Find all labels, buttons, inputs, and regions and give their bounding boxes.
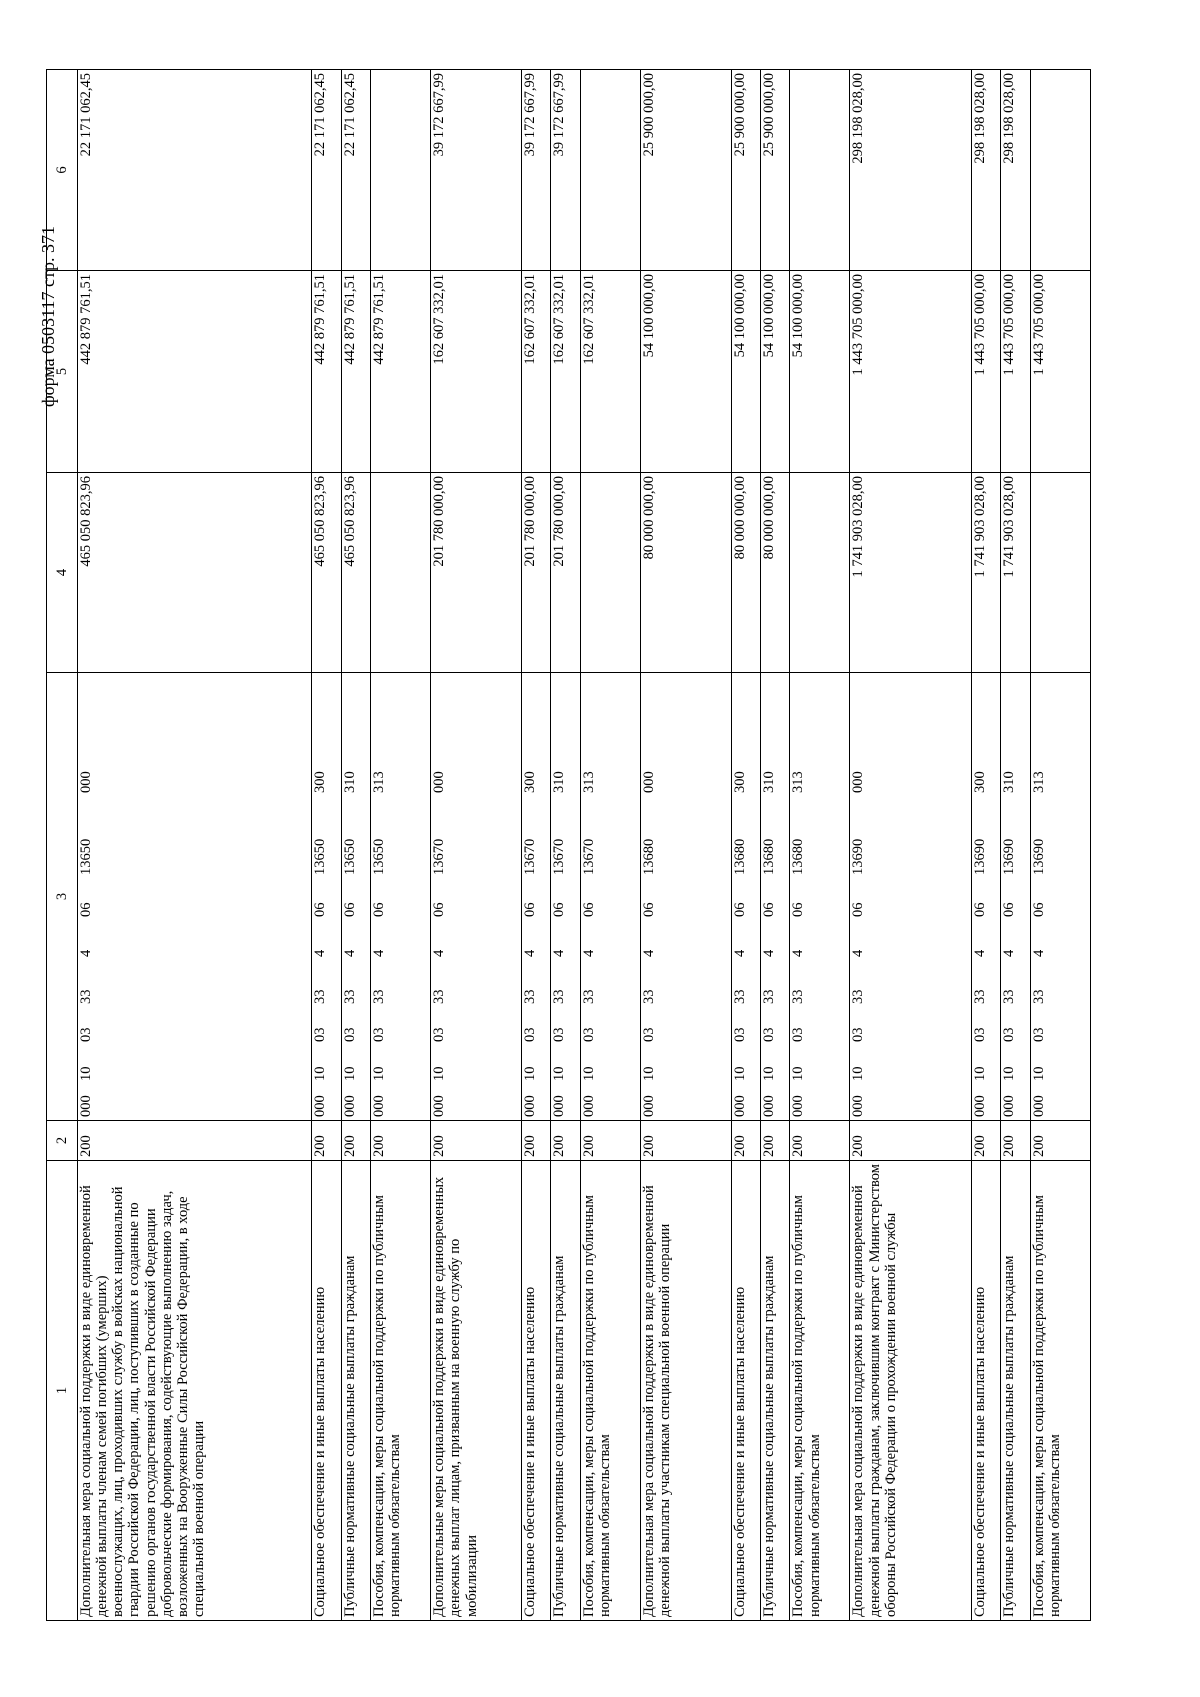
code-segment: 06 xyxy=(77,902,94,917)
line-code: 200 xyxy=(522,1121,551,1161)
code-segment: 13650 xyxy=(341,838,358,875)
code-segment: 06 xyxy=(1030,902,1047,917)
code-segments xyxy=(371,676,387,1117)
code-segment: 06 xyxy=(640,902,657,917)
executed-amount: 442 879 761,51 xyxy=(77,271,312,473)
code-segment: 06 xyxy=(850,902,867,917)
code-segment: 33 xyxy=(312,989,329,1004)
code-segment: 03 xyxy=(522,1027,539,1042)
code-segments xyxy=(972,676,988,1117)
code-segments xyxy=(1031,676,1047,1117)
budget-classification-code xyxy=(522,673,551,1121)
budget-classification-code xyxy=(312,673,341,1121)
row-name: Дополнительная мера социальной поддержки в виде единовременной денежной выплаты участникам специальной военной операции xyxy=(640,1161,731,1621)
code-segment: 000 xyxy=(731,1095,748,1117)
budget-classification-code xyxy=(371,673,431,1121)
code-segment: 310 xyxy=(341,771,358,793)
executed-amount: 54 100 000,00 xyxy=(731,271,760,473)
line-code: 200 xyxy=(580,1121,640,1161)
code-segment: 03 xyxy=(551,1027,568,1042)
executed-amount: 162 607 332,01 xyxy=(522,271,551,473)
budget-classification-code xyxy=(760,673,789,1121)
table-row xyxy=(341,70,370,1621)
code-segment: 300 xyxy=(522,771,539,793)
code-segment: 06 xyxy=(731,902,748,917)
table-row xyxy=(850,70,972,1621)
not-executed-amount: 298 198 028,00 xyxy=(850,70,972,271)
table-row xyxy=(1001,70,1030,1621)
code-segment: 000 xyxy=(77,1095,94,1117)
code-segment: 13670 xyxy=(522,838,539,875)
code-segment: 310 xyxy=(760,771,777,793)
code-segment: 13680 xyxy=(640,838,657,875)
table-row xyxy=(580,70,640,1621)
line-code: 200 xyxy=(731,1121,760,1161)
code-segment: 300 xyxy=(972,771,989,793)
row-name: Социальное обеспечение и иные выплаты населению xyxy=(312,1161,341,1621)
code-segment: 10 xyxy=(850,1066,867,1081)
code-segment: 06 xyxy=(371,902,387,917)
approved-amount xyxy=(790,473,850,673)
executed-amount: 162 607 332,01 xyxy=(580,271,640,473)
code-segment: 10 xyxy=(522,1066,539,1081)
not-executed-amount xyxy=(1030,70,1090,271)
column-header: 2 xyxy=(47,1121,78,1161)
code-segment: 03 xyxy=(371,1027,387,1042)
line-code: 200 xyxy=(790,1121,850,1161)
code-segment: 000 xyxy=(522,1095,539,1117)
budget-classification-code xyxy=(790,673,850,1121)
code-segment: 13650 xyxy=(77,838,94,875)
code-segment: 13680 xyxy=(760,838,777,875)
code-segments xyxy=(732,676,748,1117)
budget-classification-code xyxy=(1030,673,1090,1121)
code-segment: 06 xyxy=(312,902,329,917)
budget-table xyxy=(46,69,1091,1621)
budget-classification-code xyxy=(77,673,312,1121)
code-segment: 33 xyxy=(760,989,777,1004)
code-segments xyxy=(850,676,866,1117)
code-segment: 10 xyxy=(580,1066,597,1081)
code-segment: 03 xyxy=(341,1027,358,1042)
approved-amount: 201 780 000,00 xyxy=(522,473,551,673)
budget-classification-code xyxy=(731,673,760,1121)
approved-amount xyxy=(580,473,640,673)
approved-amount: 465 050 823,96 xyxy=(77,473,312,673)
row-name: Дополнительные меры социальной поддержки в виде единовременных денежных выплат лицам, призванным на военную службу по мобилизации xyxy=(431,1161,522,1621)
table-row xyxy=(371,70,431,1621)
row-name: Публичные нормативные социальные выплаты гражданам xyxy=(341,1161,370,1621)
column-number-row xyxy=(47,70,78,1621)
budget-classification-code xyxy=(850,673,972,1121)
code-segment: 33 xyxy=(551,989,568,1004)
approved-amount: 465 050 823,96 xyxy=(312,473,341,673)
code-segment: 03 xyxy=(77,1027,94,1042)
row-name: Пособия, компенсации, меры социальной поддержки по публичным нормативным обязательствам xyxy=(371,1161,431,1621)
table-row xyxy=(972,70,1001,1621)
row-name: Социальное обеспечение и иные выплаты населению xyxy=(731,1161,760,1621)
form-reference: форма 0503117 стр. 371 xyxy=(38,225,58,407)
row-name: Дополнительная мера социальной поддержки в виде единовременной денежной выплаты гражданам, заключившим контракт с Министерством обороны Российской Федерации о прохождении военной службы xyxy=(850,1161,972,1621)
code-segment: 4 xyxy=(850,949,867,957)
budget-classification-code xyxy=(640,673,731,1121)
code-segments xyxy=(790,676,806,1117)
code-segment: 03 xyxy=(972,1027,989,1042)
not-executed-amount: 22 171 062,45 xyxy=(341,70,370,271)
code-segments xyxy=(522,676,538,1117)
column-header: 3 xyxy=(47,673,78,1121)
code-segment: 03 xyxy=(312,1027,329,1042)
line-code: 200 xyxy=(371,1121,431,1161)
approved-amount: 1 741 903 028,00 xyxy=(972,473,1001,673)
row-name: Публичные нормативные социальные выплаты гражданам xyxy=(1001,1161,1030,1621)
code-segment: 03 xyxy=(580,1027,597,1042)
row-name: Пособия, компенсации, меры социальной поддержки по публичным нормативным обязательствам xyxy=(1030,1161,1090,1621)
not-executed-amount xyxy=(371,70,431,271)
not-executed-amount: 25 900 000,00 xyxy=(731,70,760,271)
line-code: 200 xyxy=(431,1121,522,1161)
code-segment: 10 xyxy=(551,1066,568,1081)
line-code: 200 xyxy=(850,1121,972,1161)
code-segment: 4 xyxy=(77,949,94,957)
line-code: 200 xyxy=(1001,1121,1030,1161)
not-executed-amount: 39 172 667,99 xyxy=(431,70,522,271)
code-segments xyxy=(312,676,328,1117)
code-segment: 33 xyxy=(341,989,358,1004)
code-segment: 03 xyxy=(850,1027,867,1042)
code-segment: 13690 xyxy=(850,838,867,875)
code-segments xyxy=(761,676,777,1117)
code-segment: 313 xyxy=(1030,771,1047,793)
table-row xyxy=(522,70,551,1621)
code-segment: 10 xyxy=(731,1066,748,1081)
code-segment: 4 xyxy=(371,949,387,957)
code-segment: 4 xyxy=(1001,949,1018,957)
code-segment: 000 xyxy=(1001,1095,1018,1117)
row-name: Публичные нормативные социальные выплаты гражданам xyxy=(760,1161,789,1621)
code-segment: 10 xyxy=(760,1066,777,1081)
code-segments xyxy=(431,676,447,1117)
approved-amount: 80 000 000,00 xyxy=(731,473,760,673)
code-segment: 06 xyxy=(341,902,358,917)
code-segment: 13650 xyxy=(312,838,329,875)
code-segment: 10 xyxy=(341,1066,358,1081)
executed-amount: 442 879 761,51 xyxy=(312,271,341,473)
code-segment: 313 xyxy=(580,771,597,793)
executed-amount: 1 443 705 000,00 xyxy=(850,271,972,473)
not-executed-amount: 22 171 062,45 xyxy=(77,70,312,271)
code-segment: 313 xyxy=(790,771,807,793)
code-segment: 13680 xyxy=(790,838,807,875)
code-segment: 000 xyxy=(760,1095,777,1117)
approved-amount xyxy=(371,473,431,673)
code-segment: 03 xyxy=(790,1027,807,1042)
code-segment: 10 xyxy=(1030,1066,1047,1081)
approved-amount: 465 050 823,96 xyxy=(341,473,370,673)
code-segment: 03 xyxy=(640,1027,657,1042)
budget-classification-code xyxy=(341,673,370,1121)
code-segments xyxy=(581,676,597,1117)
not-executed-amount: 298 198 028,00 xyxy=(1001,70,1030,271)
code-segment: 000 xyxy=(431,1095,448,1117)
line-code: 200 xyxy=(341,1121,370,1161)
code-segment: 06 xyxy=(760,902,777,917)
code-segment: 000 xyxy=(972,1095,989,1117)
code-segments xyxy=(342,676,358,1117)
approved-amount: 1 741 903 028,00 xyxy=(1001,473,1030,673)
code-segment: 13690 xyxy=(972,838,989,875)
code-segment: 000 xyxy=(850,1095,867,1117)
code-segment: 33 xyxy=(972,989,989,1004)
code-segment: 4 xyxy=(760,949,777,957)
code-segment: 000 xyxy=(551,1095,568,1117)
code-segment: 10 xyxy=(1001,1066,1018,1081)
line-code: 200 xyxy=(551,1121,580,1161)
code-segment: 310 xyxy=(1001,771,1018,793)
code-segment: 4 xyxy=(551,949,568,957)
code-segment: 06 xyxy=(790,902,807,917)
code-segment: 4 xyxy=(972,949,989,957)
code-segment: 313 xyxy=(371,771,387,793)
approved-amount: 80 000 000,00 xyxy=(640,473,731,673)
budget-classification-code xyxy=(580,673,640,1121)
code-segments xyxy=(551,676,567,1117)
code-segment: 000 xyxy=(790,1095,807,1117)
approved-amount xyxy=(1030,473,1090,673)
code-segment: 4 xyxy=(1030,949,1047,957)
code-segment: 10 xyxy=(640,1066,657,1081)
table-row xyxy=(1030,70,1090,1621)
code-segment: 10 xyxy=(431,1066,448,1081)
table-row xyxy=(731,70,760,1621)
code-segment: 33 xyxy=(522,989,539,1004)
code-segment: 33 xyxy=(371,989,387,1004)
table-row xyxy=(312,70,341,1621)
code-segment: 000 xyxy=(371,1095,387,1117)
row-name: Социальное обеспечение и иные выплаты населению xyxy=(972,1161,1001,1621)
code-segment: 000 xyxy=(341,1095,358,1117)
executed-amount: 1 443 705 000,00 xyxy=(1001,271,1030,473)
code-segment: 4 xyxy=(640,949,657,957)
approved-amount: 1 741 903 028,00 xyxy=(850,473,972,673)
code-segment: 000 xyxy=(580,1095,597,1117)
budget-classification-code xyxy=(1001,673,1030,1121)
code-segment: 4 xyxy=(731,949,748,957)
approved-amount: 201 780 000,00 xyxy=(431,473,522,673)
table-row xyxy=(551,70,580,1621)
code-segment: 06 xyxy=(522,902,539,917)
row-name: Публичные нормативные социальные выплаты гражданам xyxy=(551,1161,580,1621)
code-segment: 33 xyxy=(1001,989,1018,1004)
code-segment: 10 xyxy=(77,1066,94,1081)
not-executed-amount xyxy=(580,70,640,271)
not-executed-amount: 22 171 062,45 xyxy=(312,70,341,271)
code-segment: 03 xyxy=(431,1027,448,1042)
code-segment: 300 xyxy=(312,771,329,793)
column-header: 4 xyxy=(47,473,78,673)
executed-amount: 162 607 332,01 xyxy=(551,271,580,473)
executed-amount: 54 100 000,00 xyxy=(640,271,731,473)
table-row xyxy=(640,70,731,1621)
code-segment: 06 xyxy=(972,902,989,917)
not-executed-amount: 25 900 000,00 xyxy=(760,70,789,271)
code-segment: 33 xyxy=(850,989,867,1004)
executed-amount: 54 100 000,00 xyxy=(790,271,850,473)
code-segment: 03 xyxy=(1001,1027,1018,1042)
executed-amount: 442 879 761,51 xyxy=(371,271,431,473)
not-executed-amount: 39 172 667,99 xyxy=(522,70,551,271)
code-segment: 33 xyxy=(77,989,94,1004)
code-segment: 33 xyxy=(1030,989,1047,1004)
code-segment: 4 xyxy=(580,949,597,957)
code-segment: 000 xyxy=(640,771,657,793)
code-segment: 310 xyxy=(551,771,568,793)
budget-classification-code xyxy=(431,673,522,1121)
line-code: 200 xyxy=(972,1121,1001,1161)
executed-amount: 442 879 761,51 xyxy=(341,271,370,473)
row-name: Пособия, компенсации, меры социальной поддержки по публичным нормативным обязательствам xyxy=(790,1161,850,1621)
budget-classification-code xyxy=(972,673,1001,1121)
not-executed-amount: 25 900 000,00 xyxy=(640,70,731,271)
code-segment: 33 xyxy=(731,989,748,1004)
line-code: 200 xyxy=(640,1121,731,1161)
code-segment: 4 xyxy=(790,949,807,957)
row-name: Пособия, компенсации, меры социальной поддержки по публичным нормативным обязательствам xyxy=(580,1161,640,1621)
code-segments xyxy=(78,676,94,1117)
code-segment: 000 xyxy=(640,1095,657,1117)
table-row xyxy=(431,70,522,1621)
code-segment: 10 xyxy=(972,1066,989,1081)
row-name: Социальное обеспечение и иные выплаты населению xyxy=(522,1161,551,1621)
code-segment: 13690 xyxy=(1001,838,1018,875)
executed-amount: 162 607 332,01 xyxy=(431,271,522,473)
code-segment: 4 xyxy=(312,949,329,957)
code-segment: 000 xyxy=(312,1095,329,1117)
code-segment: 4 xyxy=(522,949,539,957)
code-segment: 06 xyxy=(580,902,597,917)
code-segment: 000 xyxy=(1030,1095,1047,1117)
code-segment: 4 xyxy=(431,949,448,957)
code-segment: 03 xyxy=(1030,1027,1047,1042)
code-segment: 4 xyxy=(341,949,358,957)
code-segment: 000 xyxy=(77,771,94,793)
line-code: 200 xyxy=(1030,1121,1090,1161)
code-segment: 13670 xyxy=(431,838,448,875)
code-segment: 000 xyxy=(850,771,867,793)
executed-amount: 54 100 000,00 xyxy=(760,271,789,473)
column-header: 5 xyxy=(47,271,78,473)
table-row xyxy=(790,70,850,1621)
code-segment: 13670 xyxy=(551,838,568,875)
not-executed-amount: 39 172 667,99 xyxy=(551,70,580,271)
code-segment: 300 xyxy=(731,771,748,793)
code-segment: 03 xyxy=(731,1027,748,1042)
code-segment: 13680 xyxy=(731,838,748,875)
row-name: Дополнительная мера социальной поддержки в виде единовременной денежной выплаты членам семей погибших (умерших) военнослужащих, лиц, проходивших службу в войсках национальной гвардии Российской Федерации, лиц, поступивших в созданные по решению органов государственной власти Российской Федерации добровольческие формирования, содействующие выполнению задач, возложенных на Вооруженные Силы Российской Федерации, в ходе специальной военной операции xyxy=(77,1161,312,1621)
code-segment: 33 xyxy=(790,989,807,1004)
not-executed-amount: 298 198 028,00 xyxy=(972,70,1001,271)
code-segment: 33 xyxy=(431,989,448,1004)
code-segment: 13650 xyxy=(371,838,387,875)
code-segment: 33 xyxy=(640,989,657,1004)
code-segment: 10 xyxy=(312,1066,329,1081)
line-code: 200 xyxy=(760,1121,789,1161)
approved-amount: 201 780 000,00 xyxy=(551,473,580,673)
code-segment: 06 xyxy=(431,902,448,917)
executed-amount: 1 443 705 000,00 xyxy=(1030,271,1090,473)
not-executed-amount xyxy=(790,70,850,271)
column-header: 6 xyxy=(47,70,78,271)
code-segment: 06 xyxy=(1001,902,1018,917)
code-segments xyxy=(641,676,657,1117)
line-code: 200 xyxy=(77,1121,312,1161)
code-segment: 10 xyxy=(790,1066,807,1081)
table-row xyxy=(77,70,312,1621)
line-code: 200 xyxy=(312,1121,341,1161)
code-segment: 03 xyxy=(760,1027,777,1042)
column-header: 1 xyxy=(47,1161,78,1621)
code-segments xyxy=(1001,676,1017,1117)
table-row xyxy=(760,70,789,1621)
code-segment: 13670 xyxy=(580,838,597,875)
code-segment: 33 xyxy=(580,989,597,1004)
executed-amount: 1 443 705 000,00 xyxy=(972,271,1001,473)
budget-classification-code xyxy=(551,673,580,1121)
approved-amount: 80 000 000,00 xyxy=(760,473,789,673)
code-segment: 10 xyxy=(371,1066,387,1081)
code-segment: 13690 xyxy=(1030,838,1047,875)
code-segment: 000 xyxy=(431,771,448,793)
code-segment: 06 xyxy=(551,902,568,917)
